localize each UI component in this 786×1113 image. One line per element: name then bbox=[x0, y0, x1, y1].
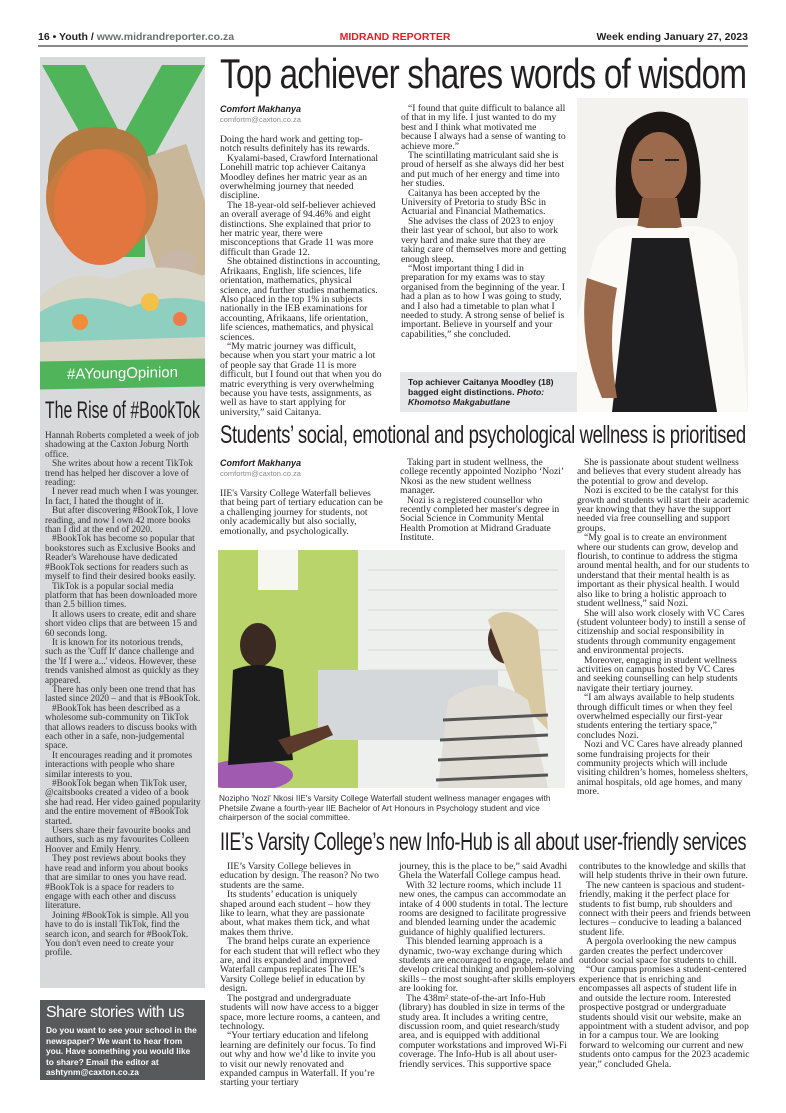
paragraph: Its students’ education is uniquely shaped around each student – how they like to learn, what they are passionate about, what makes them tick, and what makes them thrive. bbox=[220, 889, 371, 938]
article3-column-3 bbox=[579, 862, 751, 1069]
paragraph: They post reviews about books they have read and inform you about books that are similar to ones you have read. #BookTok is a space for readers to engage with each other and discuss literature. bbox=[45, 854, 189, 912]
paragraph: It is known for its notorious trends, such as the 'Cuff It' dance challenge and the 'If I were a...' videos. However, these trends vanished almost as quickly as they appeared. bbox=[45, 637, 199, 686]
paragraph: She will also work closely with VC Cares (student volunteer body) to instill a sense of citizenship and social responsibility in students through community engagement and environmental projects. bbox=[577, 607, 746, 657]
header-divider bbox=[38, 45, 748, 47]
article3-column-1 bbox=[220, 862, 383, 1088]
article3-column-2 bbox=[399, 862, 577, 1069]
article2-headline: Students’ social, emotional and psychological wellness is prioritised bbox=[220, 421, 746, 449]
paragraph: Users share their favourite books and authors, such as my favourites Colleen Hoover and Emily Henry. bbox=[45, 826, 191, 855]
article2-column-1 bbox=[220, 458, 385, 536]
paragraph: She obtained distinctions in accounting, Afrikaans, English, life sciences, life orientation, mathematics, physical science, and further studies mathematics. Also placed in the top 1% in subjects nationally in the IEB examinations for accounting, Afrikaans, life orientation, life sciences, mathematics, and physical sciences. bbox=[220, 256, 381, 343]
paragraph: “Your tertiary education and lifelong learning are definitely our focus. To find out why and how we’d like to invite you to visit our newly renovated and expanded campus in Waterfall. If you’re starting your tertiary bbox=[220, 1030, 376, 1089]
paragraph: journey, this is the place to be,” said Avadhi Ghela the Waterfall College campus head. bbox=[399, 861, 568, 882]
share-stories-box bbox=[40, 1000, 205, 1080]
paragraph: “My matric journey was difficult, because when you start your matric a lot of people say that Grade 11 is more difficult, but I found out that when you do matric everything is very overwhelming because you have tests, assignments, as well as have to start applying for university,” said Caitanya. bbox=[220, 340, 382, 418]
paragraph: Hannah Roberts completed a week of job shadowing at the Caxton Joburg North office. bbox=[45, 431, 199, 460]
paragraph: “I found that quite difficult to balance all of that in my life. I just wanted to do my best and I think what motivated me because I always had a sense of wanting to achieve more.” bbox=[401, 103, 566, 152]
paragraph: Doing the hard work and getting top-notch results definitely has its rewards. bbox=[220, 134, 370, 155]
share-title: Share stories with us bbox=[46, 1004, 185, 1021]
paragraph: Nozi is excited to be the catalyst for this growth and students will start their academic year knowing that they have the support needed via free counselling and support groups. bbox=[577, 485, 750, 534]
paragraph: Nozi is a registered counsellor who recently completed her master's degree in Social Science in Community Mental Health Promotion at Midrand Graduate Institute. bbox=[400, 494, 560, 544]
article1-headline: Top achiever shares words of wisdom bbox=[220, 50, 747, 97]
paragraph: This blended learning approach is a dynamic, two-way exchange during which students are encouraged to engage, relate and develop critical thinking and problem-solving skills – the most sought-after skills employers are looking for. bbox=[399, 936, 576, 995]
article2-column-3 bbox=[577, 458, 750, 797]
paragraph: Nozi and VC Cares have already planned some fundraising projects for their community projects which will include visiting children’s homes, homeless shelters, animal hospitals, old age homes, and many more. bbox=[577, 739, 749, 798]
article1-photo-caption bbox=[400, 372, 577, 412]
paragraph: The new canteen is spacious and student-friendly, making it the perfect place for students to fist bump, rub shoulders and connect with their peers and friends between lectures – conducive to leading a balanced student life. bbox=[579, 879, 751, 938]
article2-column-2 bbox=[400, 458, 566, 543]
paragraph: She advises the class of 2023 to enjoy their last year of school, but also to work very hard and make sure that they are taking care of themselves more and getting enough sleep. bbox=[401, 215, 567, 265]
paragraph: IIE's Varsity College Waterfall believes that being part of tertiary education can be a challenging journey for students, not only academically but also socially, emotionally, and psychologically. bbox=[220, 488, 383, 537]
paragraph: “Our campus promises a student-centered experience that is enriching and encompasses all aspects of student life in and outside the lecture room. Interested prospective postgrad or undergraduate students should visit our website, make an appointment with a student advisor, and pop in for a campus tour. We are looking forward to welcoming our current and new students onto campus for the 2023 academic year,” concluded Ghela. bbox=[579, 964, 750, 1070]
paragraph: “My goal is to create an environment where our students can grow, develop and flourish, to continue to address the stigma around mental health, and for our students to understand that their mental health is as important as their physical health. I would also like to bring a holistic approach to student wellness,” said Nozi. bbox=[577, 532, 750, 610]
paragraph: There has only been one trend that has lasted since 2020 – and that is #BookTok. bbox=[45, 684, 201, 705]
paragraph: The 438m² state-of-the-art Info-Hub (library) has doubled in size in terms of the study area. It includes a writing centre, discussion room, and quiet research/study area, and is equipped with additional computer workstations and improved Wi-Fi coverage. The Info-Hub is all about user-friendly services. This supportive space bbox=[399, 992, 567, 1070]
article1-column-2 bbox=[401, 104, 569, 339]
sidebar-title-wrap bbox=[45, 398, 205, 424]
top-achiever-photo bbox=[577, 98, 748, 412]
paragraph: It encourages reading and it promotes interactions with people who share similar interests to you. bbox=[45, 750, 193, 780]
paragraph: Joining #BookTok is simple. All you have to do is install TikTok, find the search icon, and search for #BookTok. You don't even need to create your profile. bbox=[45, 910, 189, 959]
paragraph: #BookTok has become so popular that bookstores such as Exclusive Books and Reader's Warehouse have dedicated #BookTok sections for readers such as myself to find their desired books easily. bbox=[45, 534, 196, 583]
paragraph: A pergola overlooking the new campus garden creates the perfect undercover outdoor social space for students to chill. bbox=[579, 936, 737, 967]
photo-credit: Photo: Khomotso Makgabutlane bbox=[408, 387, 545, 407]
paragraph: She is passionate about student wellness and believes that every student already has the potential to grow and develop. bbox=[577, 457, 742, 487]
caption-text: Top achiever Caitanya Moodley (18) bagged eight distinctions. bbox=[408, 377, 554, 397]
paragraph: “Most important thing I did in preparation for my exams was to stay organised from the beginning of the year. I had a plan as to how I was going to study, and I also had a timetable to plan what I needed to study. A strong sense of belief is important. Believe in yourself and your capabilities,” she concluded. bbox=[401, 262, 565, 340]
article2-email[interactable]: comfortm@caxton.co.za bbox=[220, 469, 301, 478]
paragraph: The 18-year-old self-believer achieved an overall average of 94.46% and eight distinctions. She explained that prior to her matric year, there were misconceptions that Grade 11 was more difficult than Grade 12. bbox=[220, 199, 376, 258]
paragraph: But after discovering #BookTok, I love reading, and now I own 42 more books than I did at the end of 2020. bbox=[45, 506, 199, 536]
website-link[interactable]: www.midrandreporter.co.za bbox=[96, 31, 235, 43]
wellness-manager-photo bbox=[218, 550, 565, 788]
article1-col1-text bbox=[220, 135, 383, 417]
paragraph: “I am always available to help students through difficult times or when they feel overwhelmed especially our first-year students entering the tertiary space,” concludes Nozi. bbox=[577, 692, 735, 741]
paragraph: It allows users to create, edit and share short video clips that are between 15 and 60 seconds long. bbox=[45, 609, 198, 639]
paragraph: Taking part in student wellness, the college recently appointed Nozipho ‘Nozi’ Nkosi as the new student wellness manager. bbox=[400, 457, 564, 497]
a-young-opinion-banner: #AYoungOpinion bbox=[40, 359, 205, 390]
sidebar-title: The Rise of #BookTok bbox=[45, 397, 200, 424]
paragraph: She writes about how a recent TikTok trend has helped her discover a love of reading: bbox=[45, 459, 193, 489]
article2-author: Comfort Makhanya bbox=[220, 458, 302, 468]
paragraph: IIE’s Varsity College believes in education by design. The reason? No two students are the same. bbox=[220, 861, 379, 891]
article2-col1-text bbox=[220, 489, 385, 536]
sidebar-article-body bbox=[45, 432, 202, 959]
paragraph: TikTok is a popular social media platform that has been downloaded more than 2.5 billion times. bbox=[45, 581, 198, 611]
page-section: 16 • Youth / bbox=[38, 31, 94, 43]
article3-headline-wrap bbox=[220, 829, 748, 857]
article2-photo-caption: Nozipho 'Nozi' Nkosi IIE's Varsity College Waterfall student wellness manager engages with Phetsile Zwane a fourth-year IIE Bachelor of Art Honours in Psychology student and vice chairperson of the social committee. bbox=[219, 794, 551, 822]
paragraph: The postgrad and undergraduate students will now have access to a bigger space, more lecture rooms, a canteen, and technology. bbox=[220, 992, 381, 1032]
article1-email[interactable]: comfortm@caxton.co.za bbox=[220, 115, 301, 124]
paragraph: #BookTok began when TikTok user, @caitsbooks created a video of a book she had read. Her video gained popularity and the entire movement of #BookTok started. bbox=[45, 779, 201, 827]
article1-column-1 bbox=[220, 104, 383, 417]
article1-author: Comfort Makhanya bbox=[220, 104, 302, 114]
youth-photo bbox=[40, 57, 205, 362]
paragraph: With 32 lecture rooms, which include 11 new ones, the campus can accommodate an intake of 4 000 students in total. The lecture rooms are designed to facilitate progressive and blended learning under the academic guidance of highly qualified lecturers. bbox=[399, 879, 569, 938]
article2-headline-wrap bbox=[220, 422, 748, 450]
masthead: MIDRAND REPORTER bbox=[339, 31, 451, 43]
paragraph: The brand helps curate an experience for each student that will reflect who they are, and its expanded and improved Waterfall campus replicates The IIE’s Varsity College belief in education by design. bbox=[220, 936, 381, 995]
paragraph: #BookTok has been described as a wholesome sub-community on TikTok that allows readers to discuss books with each other in a safe, non-judgemental space. bbox=[45, 703, 197, 752]
share-body: Do you want to see your school in the newspaper? We want to hear from you. Have something you would like to share? Email the editor at ashtynm@caxton.co.za bbox=[46, 1025, 197, 1077]
paragraph: Caitanya has been accepted by the University of Pretoria to study BSc in Actuarial and Financial Mathematics. bbox=[401, 187, 546, 218]
paragraph: The scintillating matriculant said she is proud of herself as she always did her best and put much of her energy and time into her studies. bbox=[401, 150, 565, 190]
paragraph: I never read much when I was younger. In fact, I hated the thought of it. bbox=[45, 487, 199, 507]
issue-date: Week ending January 27, 2023 bbox=[596, 31, 748, 43]
paragraph: contributes to the knowledge and skills that will help students thrive in their own future. bbox=[579, 861, 748, 882]
article3-headline: IIE’s Varsity College’s new Info-Hub is all about user-friendly services bbox=[220, 828, 747, 856]
page-folio bbox=[38, 31, 234, 43]
article1-headline-wrap bbox=[220, 51, 748, 97]
paragraph: Moreover, engaging in student wellness activities on campus hosted by VC Cares and seeking counselling can help students navigate their tertiary journey. bbox=[577, 654, 738, 694]
paragraph: Kyalami-based, Crawford International Lonehill matric top achiever Caitanya Moodley defines her matric year as an overwhelming journey that needed discipline. bbox=[220, 152, 379, 202]
